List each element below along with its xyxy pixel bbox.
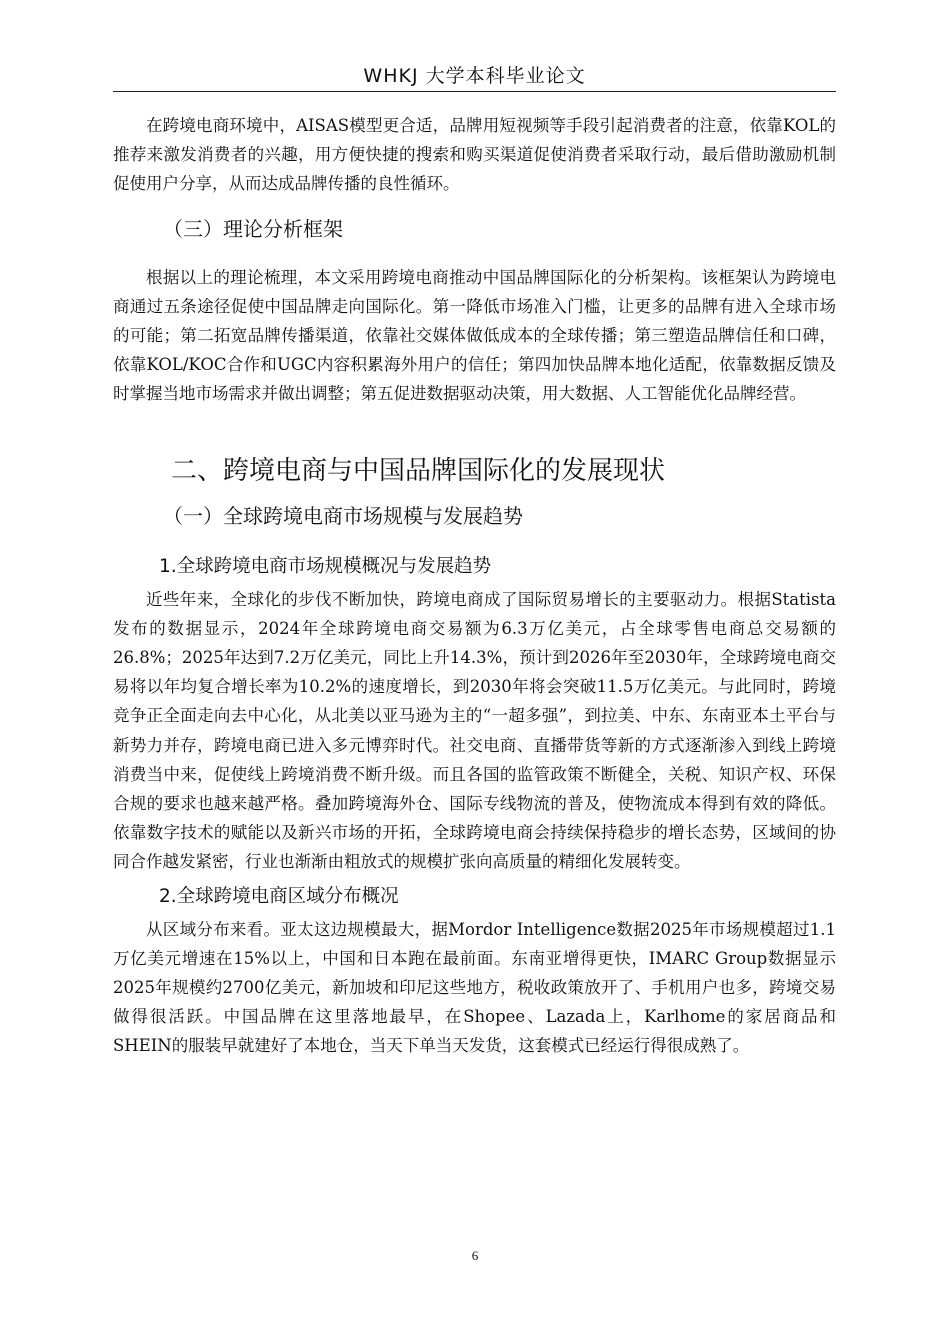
paragraph-framework: 根据以上的理论梳理，本文采用跨境电商推动中国品牌国际化的分析架构。该框架认为跨境电商通过五条途径促使中国品牌走向国际化。第一降低市场准入门槛，让更多的品牌有进入全球市场的可能；第二拓宽品牌传播渠道，依靠社交媒体做低成本的全球传播；第三塑造品牌信任和口碑，依靠KOL/KOC合作和UGC内容积累海外用户的信任；第四加快品牌本地化适配，依靠数据反馈及时掌握当地市场需求并做出调整；第五促进数据驱动决策，用大数据、人工智能优化品牌经营。 bbox=[113, 267, 836, 404]
heading-chapter-2: 二、跨境电商与中国品牌国际化的发展现状 bbox=[171, 455, 666, 486]
header-divider bbox=[113, 91, 836, 92]
page-number: 6 bbox=[471, 1248, 479, 1263]
heading-subsection-1: 1.全球跨境电商市场规模概况与发展趋势 bbox=[159, 555, 492, 577]
heading-section-1: （一）全球跨境电商市场规模与发展趋势 bbox=[163, 503, 523, 528]
page-content bbox=[113, 111, 836, 1061]
paragraph-aisas: 在跨境电商环境中，AISAS模型更合适，品牌用短视频等手段引起消费者的注意，依靠KOL的推荐来激发消费者的兴趣，用方便快捷的搜索和购买渠道促使消费者采取行动，最后借助激励机制促使用户分享，从而达成品牌传播的良性循环。 bbox=[113, 116, 836, 194]
paragraph-regional: 从区域分布来看。亚太这边规模最大，据Mordor Intelligence数据2025年市场规模超过1.1万亿美元增速在15%以上，中国和日本跑在最前面。东南亚增得更快，IMARC Group数据显示2025年规模约2700亿美元，新加坡和印尼这些地方，税收政策放开了、手机用户也多，跨境交易做得很活跃。中国品牌在这里落地最早，在Shopee、Lazada上，Karlhome的家居商品和SHEIN的服装早就建好了本地仓，当天下单当天发货，这套模式已经运行得很成熟了。 bbox=[113, 919, 836, 1056]
heading-theory-framework: （三）理论分析框架 bbox=[163, 216, 343, 241]
paragraph-market-scale: 近些年来，全球化的步伐不断加快，跨境电商成了国际贸易增长的主要驱动力。根据Statista发布的数据显示，2024年全球跨境电商交易额为6.3万亿美元，占全球零售电商总交易额的26.8%；2025年达到7.2万亿美元，同比上升14.3%，预计到2026年至2030年，全球跨境电商交易将以年均复合增长率为10.2%的速度增长，到2030年将会突破11.5万亿美元。与此同时，跨境竞争正全面走向去中心化，从北美以亚马逊为主的“一超多强”，到拉美、中东、东南亚本土平台与新势力并存，跨境电商已进入多元博弈时代。社交电商、直播带货等新的方式逐渐渗入到线上跨境消费当中来，促使线上跨境消费不断升级。而且各国的监管政策不断健全，关税、知识产权、环保合规的要求也越来越严格。叠加跨境海外仓、国际专线物流的普及，使物流成本得到有效的降低。依靠数字技术的赋能以及新兴市场的开拓，全球跨境电商会持续保持稳步的增长态势，区域间的协同合作越发紧密，行业也渐渐由粗放式的规模扩张向高质量的精细化发展转变。 bbox=[113, 589, 836, 872]
heading-subsection-2: 2.全球跨境电商区域分布概况 bbox=[159, 885, 399, 907]
page-header: WHKJ 大学本科毕业论文 bbox=[363, 65, 586, 87]
